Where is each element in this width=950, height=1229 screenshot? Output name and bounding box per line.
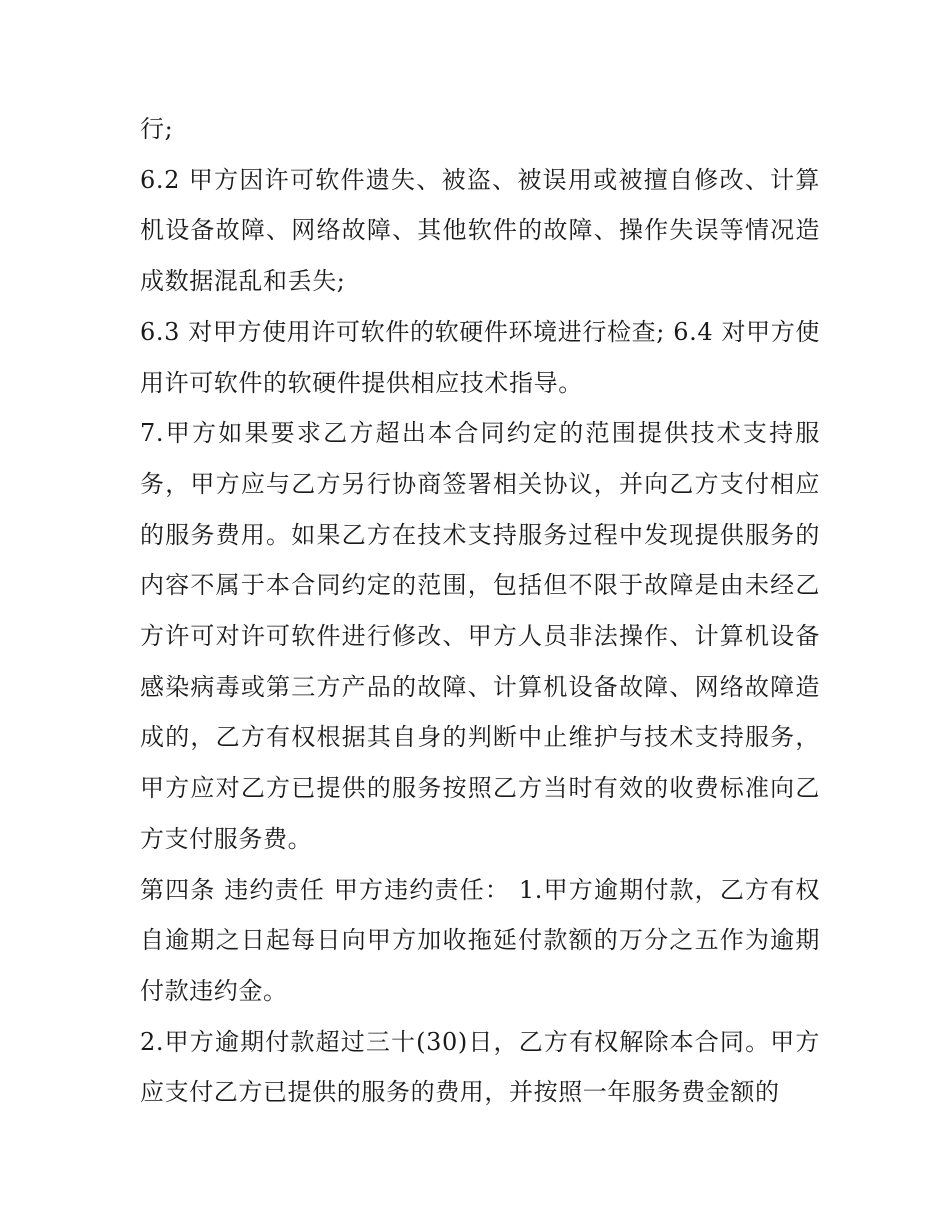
paragraph-article-4-clause-1: 第四条 违约责任 甲方违约责任： 1.甲方逾期付款，乙方有权自逾期之日起每日向甲方加收拖延付款额的万分之五作为逾期付款违约金。 [140, 875, 820, 1005]
paragraph-clause-7: 7.甲方如果要求乙方超出本合同约定的范围提供技术支持服务，甲方应与乙方另行协商签署相关协议，并向乙方支付相应的服务费用。如果乙方在技术支持服务过程中发现提供服务的内容不属于本合同约定的范围，包括但不限于故障是由未经乙方许可对许可软件进行修改、甲方人员非法操作、计算机设备感染病毒或第三方产品的故障、计算机设备故障、网络故障造成的，乙方有权根据其自身的判断中止维护与技术支持服务，甲方应对乙方已提供的服务按照乙方当时有效的收费标准向乙方支付服务费。 [140, 419, 820, 853]
paragraph-clause-6-3-6-4: 6.3 对甲方使用许可软件的软硬件环境进行检查; 6.4 对甲方使用许可软件的软硬件提供相应技术指导。 [140, 317, 820, 397]
document-body [140, 104, 820, 1118]
paragraph-continuation: 行; [140, 115, 174, 143]
paragraph-clause-6-2: 6.2 甲方因许可软件遗失、被盗、被误用或被擅自修改、计算机设备故障、网络故障、其他软件的故障、操作失误等情况造成数据混乱和丢失; [140, 165, 820, 296]
paragraph-article-4-clause-2: 2.甲方逾期付款超过三十(30)日，乙方有权解除本合同。甲方应支付乙方已提供的服务的费用，并按照一年服务费金额的 [140, 1027, 820, 1107]
